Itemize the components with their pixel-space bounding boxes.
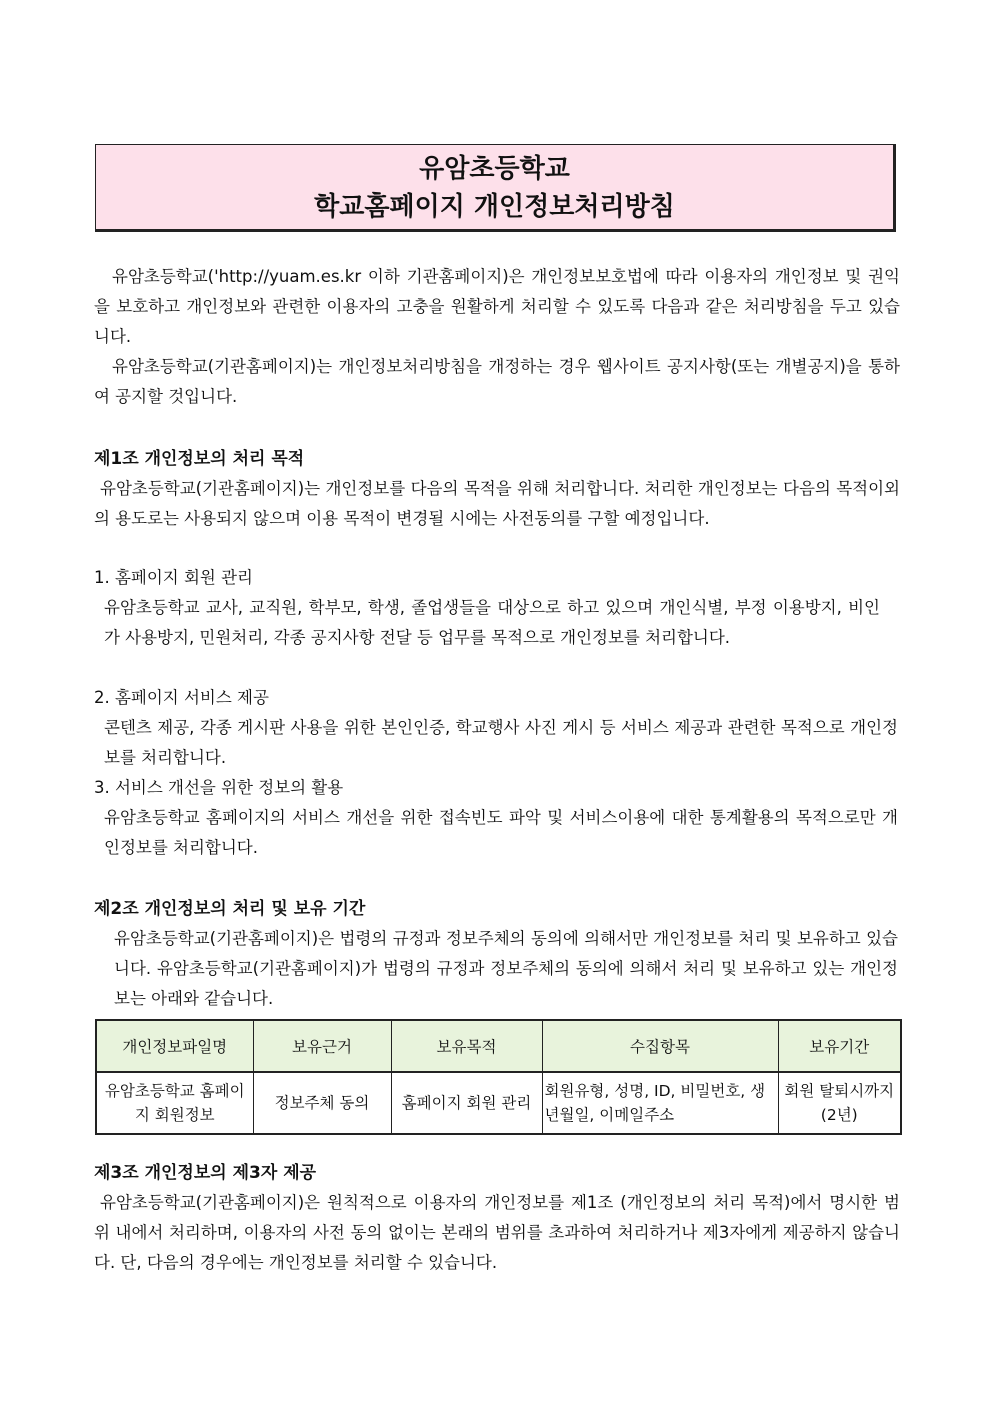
article-1-item-1-body: 유암초등학교 교사, 교직원, 학부모, 학생, 졸업생들을 대상으로 하고 있으며 개인식별, 부정 이용방지, 비인가 사용방지, 민원처리, 각종 공지사항 전달 등 업무를 목적으로 개인정보를 처리합니다.: [104, 598, 880, 647]
table-header-period: 보유기간: [778, 1020, 901, 1072]
article-3-body: 유암초등학교(기관홈페이지)은 원칙적으로 이용자의 개인정보를 제1조 (개인정보의 처리 목적)에서 명시한 범위 내에서 처리하며, 이용자의 사전 동의 없이는 본래의 범위를 초과하여 처리하거나 제3자에게 제공하지 않습니다. 단, 다음의 경우에는 개인정보를 처리할 수 있습니다.: [94, 1193, 900, 1272]
policy-title: 학교홈페이지 개인정보처리방침: [314, 192, 675, 222]
title-box: [95, 144, 896, 232]
article-3-heading: 제3조 개인정보의 제3자 제공: [94, 1163, 317, 1183]
table-cell-purpose: 홈페이지 회원 관리: [391, 1072, 542, 1134]
article-2-heading: 제2조 개인정보의 처리 및 보유 기간: [94, 899, 366, 919]
article-1-item-3-body: 유암초등학교 홈페이지의 서비스 개선을 위한 접속빈도 파악 및 서비스이용에 대한 통계활용의 목적으로만 개인정보를 처리합니다.: [104, 808, 898, 857]
article-1-heading: 제1조 개인정보의 처리 목적: [94, 449, 305, 469]
personal-info-file-table: [95, 1019, 902, 1135]
article-1-item-2-body: 콘텐츠 제공, 각종 게시판 사용을 위한 본인인증, 학교행사 사진 게시 등 서비스 제공과 관련한 목적으로 개인정보를 처리합니다.: [104, 718, 898, 767]
intro-paragraph-1: 유암초등학교('http://yuam.es.kr 이하 기관홈페이지)은 개인정보보호법에 따라 이용자의 개인정보 및 권익을 보호하고 개인정보와 관련한 이용자의 고충을 원활하게 처리할 수 있도록 다음과 같은 처리방침을 두고 있습니다.: [94, 267, 900, 346]
school-name-title: 유암초등학교: [419, 154, 570, 184]
table-header-basis: 보유근거: [253, 1020, 391, 1072]
table-cell-period: 회원 탈퇴시까지 (2년): [778, 1072, 901, 1134]
intro-paragraph-2: 유암초등학교(기관홈페이지)는 개인정보처리방침을 개정하는 경우 웹사이트 공지사항(또는 개별공지)을 통하여 공지할 것입니다.: [94, 357, 900, 406]
table-header-file-name: 개인정보파일명: [96, 1020, 253, 1072]
article-2-body: 유암초등학교(기관홈페이지)은 법령의 규정과 정보주체의 동의에 의해서만 개인정보를 처리 및 보유하고 있습니다. 유암초등학교(기관홈페이지)가 법령의 규정과 정보주체의 동의에 의해서 처리 및 보유하고 있는 개인정보는 아래와 같습니다.: [114, 929, 898, 1008]
table-cell-file-name: 유암초등학교 홈페이지 회원정보: [96, 1072, 253, 1134]
article-1-item-3-title: 3. 서비스 개선을 위한 정보의 활용: [94, 778, 344, 797]
table-row: [96, 1072, 901, 1134]
article-1-item-1-title: 1. 홈페이지 회원 관리: [94, 568, 253, 587]
table-header-row: [96, 1020, 901, 1072]
table-cell-items: 회원유형, 성명, ID, 비밀번호, 생년월일, 이메일주소: [542, 1072, 778, 1134]
table-header-items: 수집항목: [542, 1020, 778, 1072]
table-header-purpose: 보유목적: [391, 1020, 542, 1072]
table-cell-basis: 정보주체 동의: [253, 1072, 391, 1134]
article-1-item-2-title: 2. 홈페이지 서비스 제공: [94, 688, 269, 707]
article-1-body: 유암초등학교(기관홈페이지)는 개인정보를 다음의 목적을 위해 처리합니다. 처리한 개인정보는 다음의 목적이외의 용도로는 사용되지 않으며 이용 목적이 변경될 시에는 사전동의를 구할 예정입니다.: [94, 479, 900, 528]
